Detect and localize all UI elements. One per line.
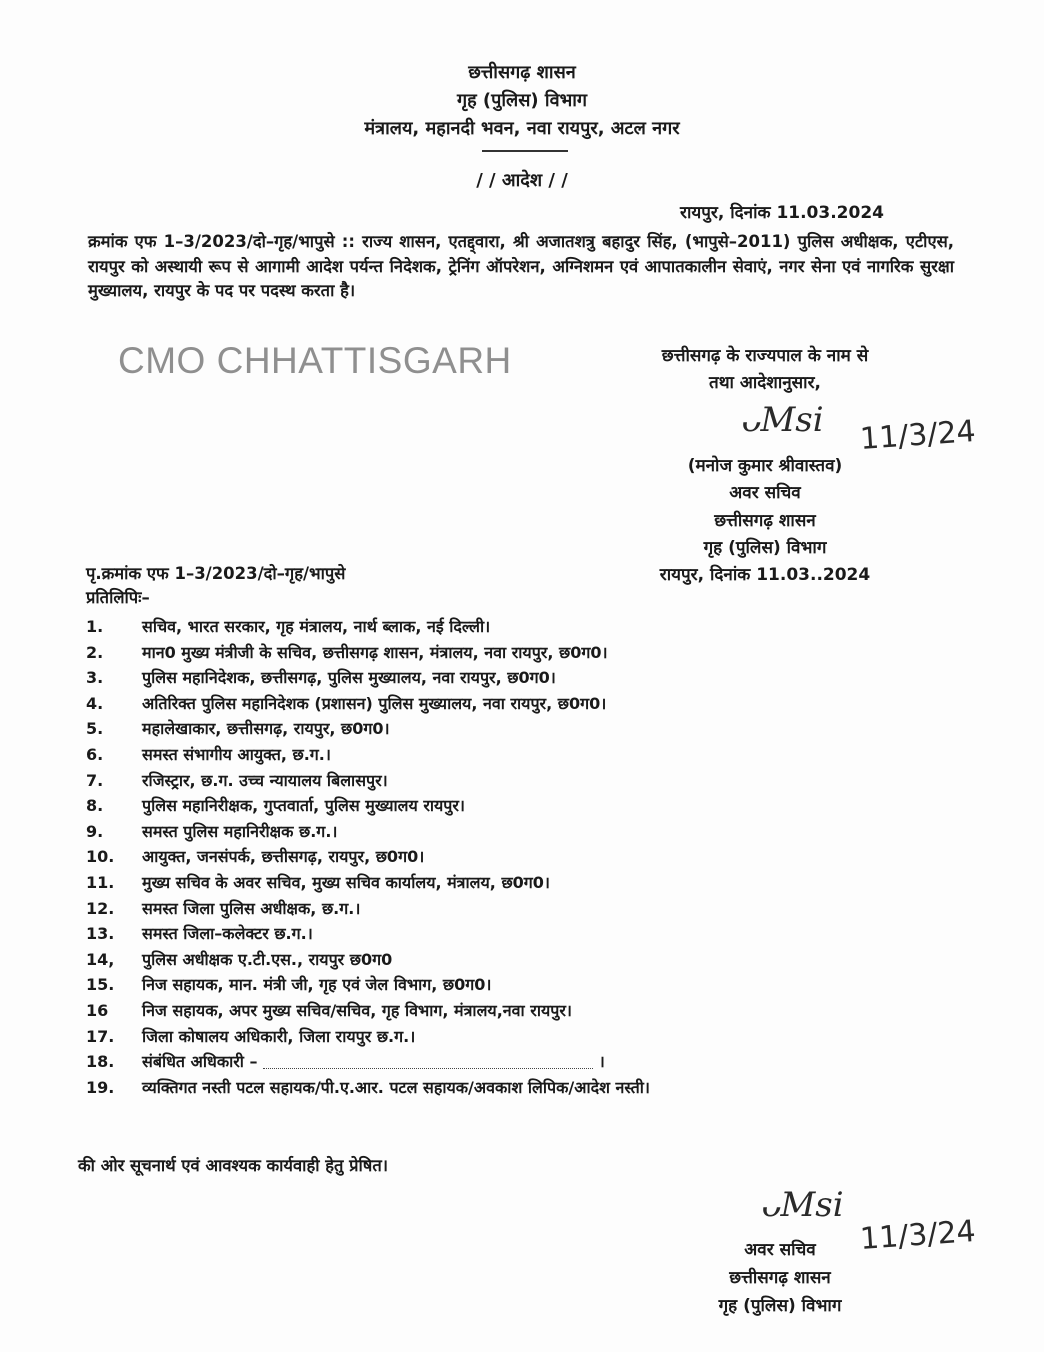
list-item — [86, 819, 866, 845]
item-text: रजिस्ट्रार, छ.ग. उच्च न्यायालय बिलासपुर। — [142, 770, 388, 790]
item-text: जिला कोषालय अधिकारी, जिला रायपुर छ.ग.। — [142, 1026, 416, 1046]
item-text: अतिरिक्त पुलिस महानिदेशक (प्रशासन) पुलिस मुख्यालय, नवा रायपुर, छ0ग0। — [142, 693, 607, 713]
footer-government: छत्तीसगढ़ शासन — [729, 1268, 831, 1288]
list-item — [86, 1024, 866, 1050]
item-text: पुलिस महानिदेशक, छत्तीसगढ़, पुलिस मुख्यालय, नवा रायपुर, छ0ग0। — [142, 668, 556, 688]
officer-signature-date: 11/3/24 — [858, 414, 977, 457]
item-number: 1. — [86, 617, 104, 636]
item-suffix: । — [598, 1052, 605, 1072]
order-title: / / आदेश / / — [476, 170, 568, 191]
blank-fill-line — [263, 1056, 593, 1069]
header-government: छत्तीसगढ़ शासन — [468, 62, 576, 83]
item-text: सचिव, भारत सरकार, गृह मंत्रालय, नार्थ ब्लाक, नई दिल्ली। — [142, 617, 491, 636]
item-number: 3. — [86, 668, 104, 688]
list-item — [86, 665, 866, 691]
list-item — [86, 1049, 866, 1075]
authority-line-1: छत्तीसगढ़ के राज्यपाल के नाम से — [661, 346, 869, 366]
item-text: पुलिस महानिरीक्षक, गुप्तवार्ता, पुलिस मुख्यालय रायपुर। — [142, 796, 465, 816]
item-number: 17. — [86, 1026, 115, 1046]
item-number: 6. — [86, 744, 104, 764]
list-item — [86, 844, 866, 870]
footer-designation: अवर सचिव — [744, 1240, 816, 1260]
item-number: 14, — [86, 949, 115, 969]
header-department: गृह (पुलिस) विभाग — [456, 90, 588, 111]
list-item — [86, 972, 866, 998]
item-number: 12. — [86, 898, 115, 918]
footer-department: गृह (पुलिस) विभाग — [718, 1296, 842, 1316]
item-number: 16 — [86, 1000, 109, 1020]
footer-signature: ᴗMsi — [760, 1185, 844, 1225]
endorsement-number: पृ.क्रमांक एफ 1–3/2023/दो–गृह/भापुसे — [86, 564, 346, 583]
item-text: समस्त जिला पुलिस अधीक्षक, छ.ग.। — [142, 898, 361, 918]
item-text: आयुक्त, जनसंपर्क, छत्तीसगढ़, रायपुर, छ0ग0। — [142, 847, 425, 867]
header-divider — [482, 150, 568, 152]
list-item — [86, 998, 866, 1024]
item-number: 19. — [86, 1077, 115, 1097]
item-number: 11. — [86, 872, 115, 892]
item-text: संबंधित अधिकारी – — [142, 1052, 258, 1072]
list-item — [86, 896, 866, 922]
item-text: महालेखाकार, छत्तीसगढ़, रायपुर, छ0ग0। — [142, 719, 390, 739]
item-text: पुलिस अधीक्षक ए.टी.एस., रायपुर छ0ग0 — [142, 949, 393, 969]
item-number: 8. — [86, 796, 104, 816]
list-item — [86, 768, 866, 794]
forwarding-note: की ओर सूचनार्थ एवं आवश्यक कार्यवाही हेतु प्रेषित। — [78, 1156, 389, 1175]
officer-department: गृह (पुलिस) विभाग — [703, 538, 827, 558]
list-item — [86, 691, 866, 717]
item-number: 10. — [86, 847, 115, 867]
order-place-date: रायपुर, दिनांक 11.03.2024 — [680, 203, 884, 223]
officer-government: छत्तीसगढ़ शासन — [714, 511, 816, 531]
copy-to-label: प्रतिलिपिः– — [86, 588, 150, 607]
watermark-cmo: CMO CHHATTISGARH — [118, 340, 512, 381]
officer-name: (मनोज कुमार श्रीवास्तव) — [687, 456, 843, 476]
item-text: निज सहायक, मान. मंत्री जी, गृह एवं जेल विभाग, छ0ग0। — [142, 975, 492, 995]
item-number: 18. — [86, 1052, 115, 1072]
officer-place-date: रायपुर, दिनांक 11.03..2024 — [659, 565, 871, 585]
item-text: व्यक्तिगत नस्ती पटल सहायक/पी.ए.आर. पटल सहायक/अवकाश लिपिक/आदेश नस्ती। — [142, 1077, 650, 1097]
item-number: 15. — [86, 975, 115, 995]
item-number: 4. — [86, 693, 104, 713]
order-body: क्रमांक एफ 1–3/2023/दो–गृह/भापुसे :: राज्य शासन, एतद्द्वारा, श्री अजातशत्रु बहादुर सिंह, (भापुसे–2011) पुलिस अधीक्षक, एटीएस, रायपुर को अस्थायी रूप से आगामी आदेश पर्यन्त निदेशक, ट्रेनिंग ऑपरेशन, अग्निशमन एवं आपातकालीन सेवाएं, नगर सेना एवं नागरिक सुरक्षा मुख्यालय, रायपुर के पद पर पदस्थ करता है। — [88, 232, 954, 300]
list-item — [86, 1075, 866, 1101]
item-text: मुख्य सचिव के अवर सचिव, मुख्य सचिव कार्यालय, मंत्रालय, छ0ग0। — [142, 872, 550, 892]
officer-signature: ᴗMsi — [740, 400, 824, 440]
list-item — [86, 640, 866, 666]
item-text: समस्त जिला–कलेक्टर छ.ग.। — [142, 924, 313, 944]
list-item — [86, 947, 866, 973]
item-number: 5. — [86, 719, 104, 739]
list-item — [86, 742, 866, 768]
copy-recipient-list — [86, 614, 866, 1101]
item-text: समस्त पुलिस महानिरीक्षक छ.ग.। — [142, 821, 338, 841]
list-item — [86, 921, 866, 947]
footer-signature-date: 11/3/24 — [858, 1214, 977, 1257]
list-item — [86, 870, 866, 896]
item-number: 13. — [86, 924, 115, 944]
list-item — [86, 716, 866, 742]
item-text: मान0 मुख्य मंत्रीजी के सचिव, छत्तीसगढ़ शासन, मंत्रालय, नवा रायपुर, छ0ग0। — [142, 642, 608, 662]
item-number: 2. — [86, 642, 104, 662]
list-item — [86, 614, 866, 640]
list-item — [86, 793, 866, 819]
item-number: 9. — [86, 821, 104, 841]
header-address: मंत्रालय, महानदी भवन, नवा रायपुर, अटल नगर — [364, 118, 680, 139]
item-number: 7. — [86, 770, 104, 790]
item-text: समस्त संभागीय आयुक्त, छ.ग.। — [142, 744, 331, 764]
item-text: निज सहायक, अपर मुख्य सचिव/सचिव, गृह विभाग, मंत्रालय,नवा रायपुर। — [142, 1000, 572, 1020]
authority-line-2: तथा आदेशानुसार, — [709, 373, 821, 393]
officer-designation: अवर सचिव — [729, 483, 801, 503]
